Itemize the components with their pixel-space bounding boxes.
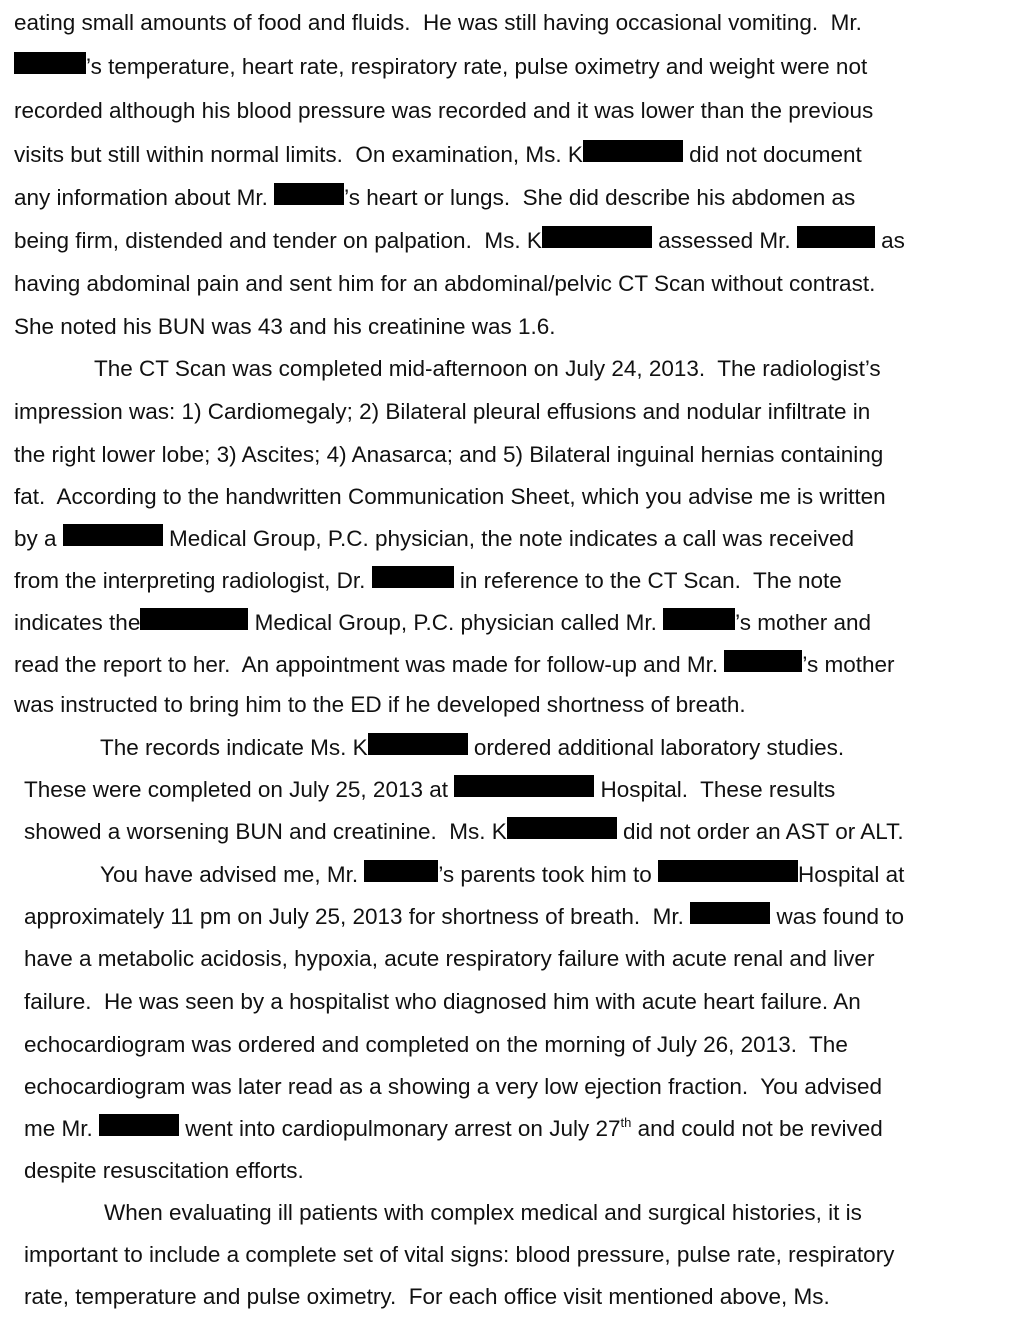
text-segment: recorded although his blood pressure was recorded and it was lower than the previous [14,98,874,123]
text-segment: eating small amounts of food and fluids. He was still having occasional vomiting. Mr. [14,10,862,35]
text-line [0,650,1015,693]
redaction-bar [99,1114,179,1136]
redaction-bar [507,817,617,839]
text-line [0,1114,1015,1157]
text-line [0,860,1015,903]
text-line [0,440,1015,483]
text-line [0,269,1015,312]
text-line [0,1198,1015,1241]
text-segment: rate, temperature and pulse oximetry. For each office visit mentioned above, Ms. [24,1284,830,1309]
text-segment: fat. According to the handwritten Communication Sheet, which you advise me is written [14,484,886,509]
text-segment: read the report to her. An appointment was made for follow-up and Mr. [14,652,725,677]
redaction-bar [364,860,438,882]
redaction-bar [368,733,468,755]
text-segment: approximately 11 pm on July 25, 2013 for shortness of breath. Mr. [24,904,691,929]
text-line [0,96,1015,139]
redaction-bar [454,775,594,797]
text-segment: The records indicate Ms. K [100,735,368,760]
text-line [0,52,1015,95]
redaction-bar [542,226,652,248]
text-segment: me Mr. [24,1116,100,1141]
text-segment: showed a worsening BUN and creatinine. Ms. K [24,819,507,844]
text-segment: went into cardiopulmonary arrest on July 27 [179,1116,621,1141]
text-segment: and could not be revived [631,1116,883,1141]
redaction-bar [724,650,802,672]
text-segment: as [874,228,905,253]
text-line [0,8,1015,51]
text-line [0,690,1015,733]
text-line [0,1072,1015,1115]
text-segment: being firm, distended and tender on palpation. Ms. K [14,228,542,253]
text-segment: The CT Scan was completed mid-afternoon on July 24, 2013. The radiologist’s [94,356,881,381]
text-segment: having abdominal pain and sent him for an abdominal/pelvic CT Scan without contrast. [14,271,876,296]
redaction-bar [690,902,770,924]
text-segment: have a metabolic acidosis, hypoxia, acute respiratory failure with acute renal and liver [24,946,875,971]
redaction-bar [797,226,875,248]
text-segment: echocardiogram was ordered and completed on the morning of July 26, 2013. The [24,1032,848,1057]
redaction-bar [63,524,163,546]
text-segment: assessed Mr. [651,228,797,253]
text-segment: impression was: 1) Cardiomegaly; 2) Bilateral pleural effusions and nodular infiltrate in [14,399,871,424]
text-segment: was found to [770,904,905,929]
text-segment: ’s heart or lungs. She did describe his abdomen as [344,185,856,210]
text-segment: failure. He was seen by a hospitalist who diagnosed him with acute heart failure. An [24,989,861,1014]
redaction-bar [663,608,735,630]
redaction-bar [583,140,683,162]
text-segment: visits but still within normal limits. On examination, Ms. K [14,142,583,167]
text-line [0,226,1015,269]
text-segment: ’s temperature, heart rate, respiratory rate, pulse oximetry and weight were not [86,54,868,79]
text-segment: She noted his BUN was 43 and his creatinine was 1.6. [14,314,556,339]
text-line [0,1282,1015,1325]
text-segment: Medical Group, P.C. physician, the note indicates a call was received [162,526,854,551]
text-line [0,524,1015,567]
text-line [0,397,1015,440]
text-line [0,312,1015,355]
text-segment: ordered additional laboratory studies. [467,735,845,760]
text-line [0,944,1015,987]
text-segment: You have advised me, Mr. [100,862,365,887]
text-segment: despite resuscitation efforts. [24,1158,304,1183]
redaction-bar [14,52,86,74]
redaction-bar [274,183,344,205]
text-line [0,1030,1015,1073]
text-line [0,775,1015,818]
text-segment: ’s mother and [735,610,872,635]
text-line [0,183,1015,226]
text-segment: ’s parents took him to [438,862,659,887]
text-segment: ’s mother [802,652,895,677]
text-segment: did not document [682,142,862,167]
text-segment: echocardiogram was later read as a showing a very low ejection fraction. You advised [24,1074,882,1099]
text-line [0,354,1015,397]
redaction-bar [140,608,248,630]
text-segment: When evaluating ill patients with complex medical and surgical histories, it is [104,1200,862,1225]
text-line [0,1156,1015,1199]
text-segment: Hospital. These results [594,777,836,802]
text-segment: the right lower lobe; 3) Ascites; 4) Anasarca; and 5) Bilateral inguinal hernias containing [14,442,884,467]
text-segment: important to include a complete set of vital signs: blood pressure, pulse rate, respiratory [24,1242,895,1267]
text-segment: indicates the [14,610,141,635]
text-line [0,817,1015,860]
text-line [0,1240,1015,1283]
text-segment: was instructed to bring him to the ED if he developed shortness of breath. [14,692,746,717]
text-line [0,482,1015,525]
superscript-text: th [620,1115,632,1130]
text-segment: Medical Group, P.C. physician called Mr. [248,610,664,635]
redaction-bar [372,566,454,588]
text-segment: in reference to the CT Scan. The note [453,568,842,593]
text-segment: did not order an AST or ALT. [616,819,904,844]
text-line [0,733,1015,776]
text-segment: from the interpreting radiologist, Dr. [14,568,372,593]
text-line [0,566,1015,609]
text-segment: by a [14,526,63,551]
text-line [0,902,1015,945]
text-line [0,608,1015,651]
redaction-bar [658,860,798,882]
text-segment: Hospital at [798,862,905,887]
text-line [0,140,1015,183]
text-line [0,987,1015,1030]
text-segment: any information about Mr. [14,185,275,210]
text-segment: These were completed on July 25, 2013 at [24,777,455,802]
